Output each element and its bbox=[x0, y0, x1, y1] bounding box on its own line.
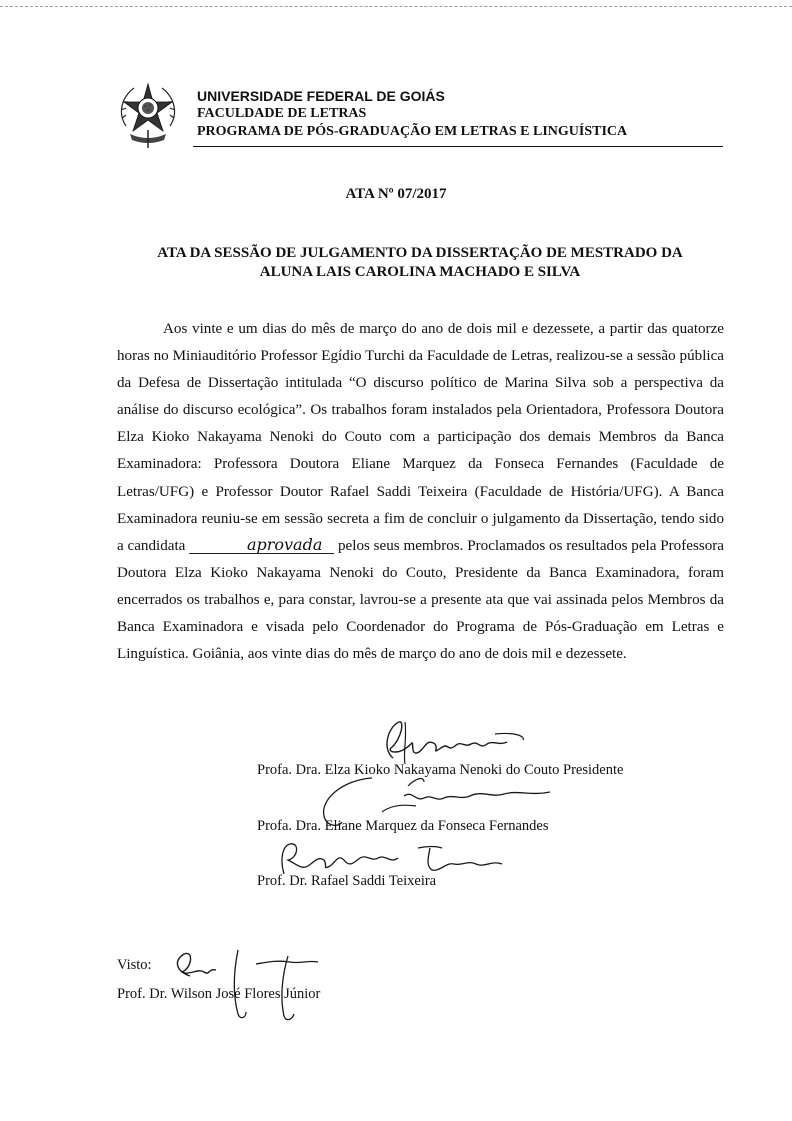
body-text-part-1: Aos vinte e um dias do mês de março do ano de dois mil e dezessete, a partir das quatorze horas no Miniauditório Professor Egídio Turchi da Faculdade de Letras, realizou-se a sessão pública da Defesa de Dissertação intitulada “O discurso político de Marina Silva sob a perspectiva da análise do discurso ecológica”. Os trabalhos foram instalados pela Orientadora, Professora Doutora Elza Kioko Nakayama Nenoki do Couto com a participação dos demais Membros da Banca Examinadora: Professora Doutora Eliane Marquez da Fonseca Fernandes (Faculdade de Letras/UFG) e Professor Doutor Rafael Saddi Teixeira (Faculdade de História/UFG). A Banca Examinadora reuniu-se em sessão secreta a fim de concluir o julgamento da Dissertação, tendo sido a candidata bbox=[117, 321, 724, 554]
scan-top-border bbox=[0, 6, 792, 7]
title-line-1: ATA DA SESSÃO DE JULGAMENTO DA DISSERTAÇÃO DE MESTRADO DA bbox=[157, 245, 683, 261]
title-line-2: ALUNA LAIS CAROLINA MACHADO E SILVA bbox=[259, 264, 581, 280]
signature-elza-image bbox=[375, 718, 530, 768]
visto-label: Visto: bbox=[117, 957, 152, 973]
header-divider bbox=[193, 146, 723, 147]
body-paragraph bbox=[117, 316, 724, 668]
handwritten-verdict: aprovada bbox=[189, 536, 334, 554]
institution-header bbox=[197, 88, 717, 141]
body-text-part-2: pelos seus membros. Proclamados os resultados pela Professora Doutora Elza Kioko Nakayama Nenoki do Couto, Presidente da Banca Examinadora, foram encerrados os trabalhos e, para constar, lavrou-se a presente ata que vai assinada pelos Membros da Banca Examinadora e visada pelo Coordenador do Programa de Pós-Graduação em Letras e Linguística. Goiânia, aos vinte dias do mês de março do ano de dois mil e dezessete. bbox=[117, 537, 724, 663]
signature-line-member-3: Prof. Dr. Rafael Saddi Teixeira bbox=[257, 873, 437, 889]
signature-wilson-image bbox=[168, 942, 333, 1026]
brazil-coat-of-arms-icon bbox=[112, 78, 184, 150]
program-name: PROGRAMA DE PÓS-GRADUAÇÃO EM LETRAS E LINGUÍSTICA bbox=[197, 124, 628, 139]
document-number: ATA Nº 07/2017 bbox=[345, 186, 447, 202]
university-name: UNIVERSIDADE FEDERAL DE GOIÁS bbox=[197, 88, 445, 104]
document-title bbox=[100, 244, 740, 282]
signature-line-member-1: Profa. Dra. Elza Kioko Nakayama Nenoki do Couto Presidente bbox=[257, 762, 624, 778]
faculty-name: FACULDADE DE LETRAS bbox=[197, 106, 367, 121]
signature-line-member-2: Profa. Dra. Eliane Marquez da Fonseca Fernandes bbox=[257, 818, 549, 834]
document-body bbox=[117, 316, 724, 668]
signature-line-coordinator: Prof. Dr. Wilson José Flores Júnior bbox=[117, 986, 321, 1002]
